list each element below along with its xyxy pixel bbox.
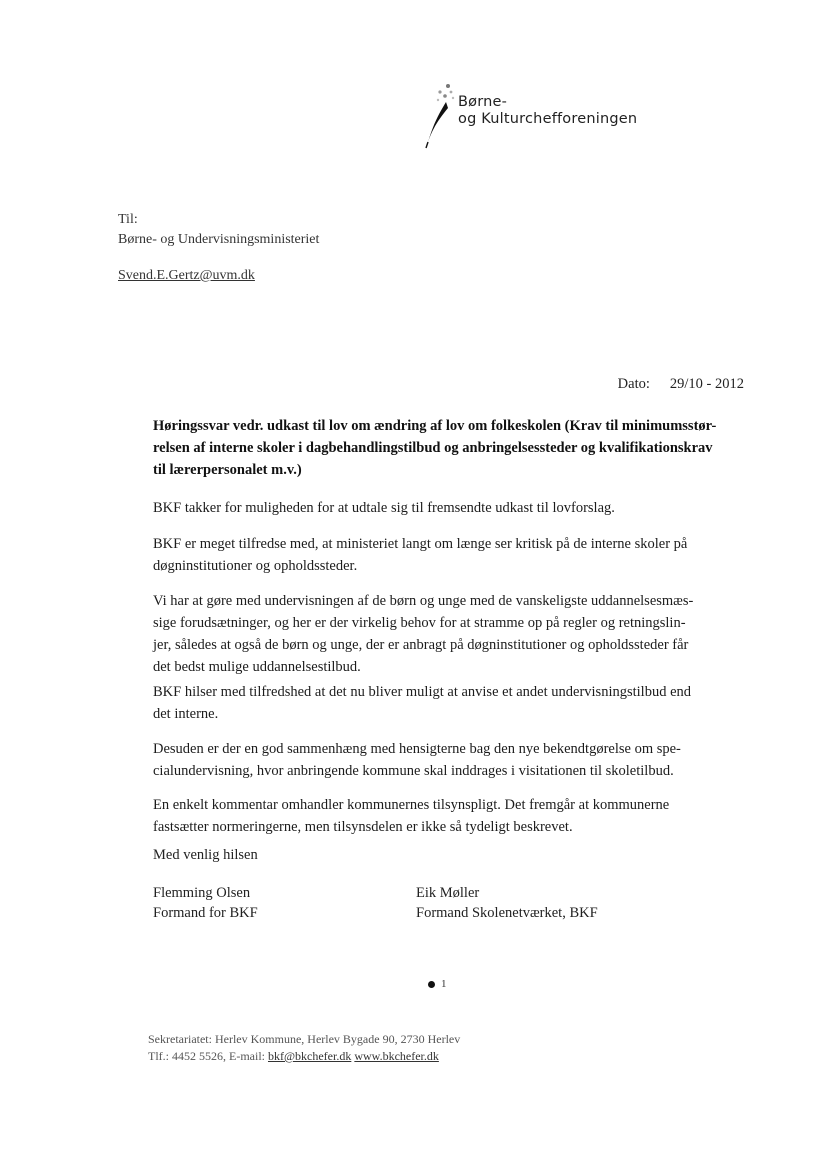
subject-line: til lærerpersonalet m.v.): [153, 462, 302, 478]
organization-logo: [418, 80, 678, 150]
footer-address: Sekretariatet: Herlev Kommune, Herlev Bygade 90, 2730 Herlev: [148, 1032, 461, 1046]
paragraph-line: cialundervisning, hvor anbringende kommune skal inddrages i visitationen til skoletilbud.: [153, 763, 674, 779]
footer-email-link[interactable]: bkf@bkchefer.dk: [267, 1049, 352, 1063]
recipient-email-wrap: [118, 266, 255, 286]
footer: [148, 1031, 460, 1065]
organization-name: [458, 94, 637, 128]
paragraph-thanks: [153, 497, 615, 519]
page-number: [428, 978, 447, 990]
signatory-2: [416, 883, 598, 923]
signatory-title: Formand for BKF: [153, 905, 258, 921]
bullet-icon: [428, 981, 435, 988]
footer-contact: [148, 1048, 460, 1065]
page-number-value: 1: [441, 978, 447, 990]
paragraph-line: jer, således at også de børn og unge, der er anbragt på døgninstitutioner og opholdssteder får: [153, 637, 689, 653]
footer-website-link[interactable]: www.bkchefer.dk: [354, 1049, 439, 1063]
footer-phone: Tlf.: 4452 5526, E-mail:: [148, 1049, 268, 1063]
paragraph-line: BKF takker for muligheden for at udtale sig til fremsendte udkast til lovforslag.: [153, 500, 615, 516]
date-label: Dato:: [617, 376, 650, 392]
paragraph-alternative-offer: [153, 681, 691, 725]
logo-line-1: Børne-: [458, 94, 508, 110]
paragraph-line: En enkelt kommentar omhandler kommunernes tilsynspligt. Det fremgår at kommunerne: [153, 797, 670, 813]
date-line: [618, 376, 744, 393]
recipient-ministry: Børne- og Undervisningsministeriet: [118, 232, 320, 247]
to-label: Til:: [118, 212, 138, 227]
paragraph-line: døgninstitutioner og opholdssteder.: [153, 558, 358, 574]
paragraph-satisfaction: [153, 533, 687, 577]
addressee-block: [118, 210, 319, 250]
paragraph-line: fastsætter normeringerne, men tilsynsdelen er ikke så tydeligt beskrevet.: [153, 819, 573, 835]
signatory-1: [153, 883, 258, 923]
signatory-name: Eik Møller: [416, 885, 480, 901]
paragraph-line: Desuden er der en god sammenhæng med hensigterne bag den nye bekendtgørelse om spe-: [153, 741, 681, 757]
logo-line-2: og Kulturchefforeningen: [458, 111, 638, 127]
paragraph-supervision-comment: [153, 794, 669, 838]
paragraph-line: det interne.: [153, 706, 219, 722]
closing-greeting: Med venlig hilsen: [153, 847, 258, 863]
subject-line: relsen af interne skoler i dagbehandlingstilbud og anbringelsessteder og kvalifikationskrav: [153, 440, 713, 456]
quill-flower-icon: [418, 80, 458, 150]
signatory-name: Flemming Olsen: [153, 885, 251, 901]
date-value: 29/10 - 2012: [669, 376, 744, 392]
paragraph-coherence: [153, 738, 681, 782]
signatory-title: Formand Skolenetværket, BKF: [416, 905, 598, 921]
paragraph-line: sige forudsætninger, og her er der virkelig behov for at stramme op på regler og retningslin-: [153, 615, 686, 631]
subject-line: Høringssvar vedr. udkast til lov om ændring af lov om folkeskolen (Krav til minimumsstør-: [153, 418, 717, 434]
paragraph-line: BKF er meget tilfredse med, at ministeriet langt om længe ser kritisk på de interne skoler på: [153, 536, 688, 552]
paragraph-line: BKF hilser med tilfredshed at det nu bliver muligt at anvise et andet undervisningstilbud end: [153, 684, 692, 700]
paragraph-line: det bedst mulige uddannelsestilbud.: [153, 659, 361, 675]
paragraph-context: [153, 590, 693, 678]
recipient-email-link[interactable]: Svend.E.Gertz@uvm.dk: [118, 268, 255, 283]
letter-subject: [153, 415, 743, 481]
paragraph-line: Vi har at gøre med undervisningen af de børn og unge med de vanskeligste uddannelsesmæs-: [153, 593, 694, 609]
